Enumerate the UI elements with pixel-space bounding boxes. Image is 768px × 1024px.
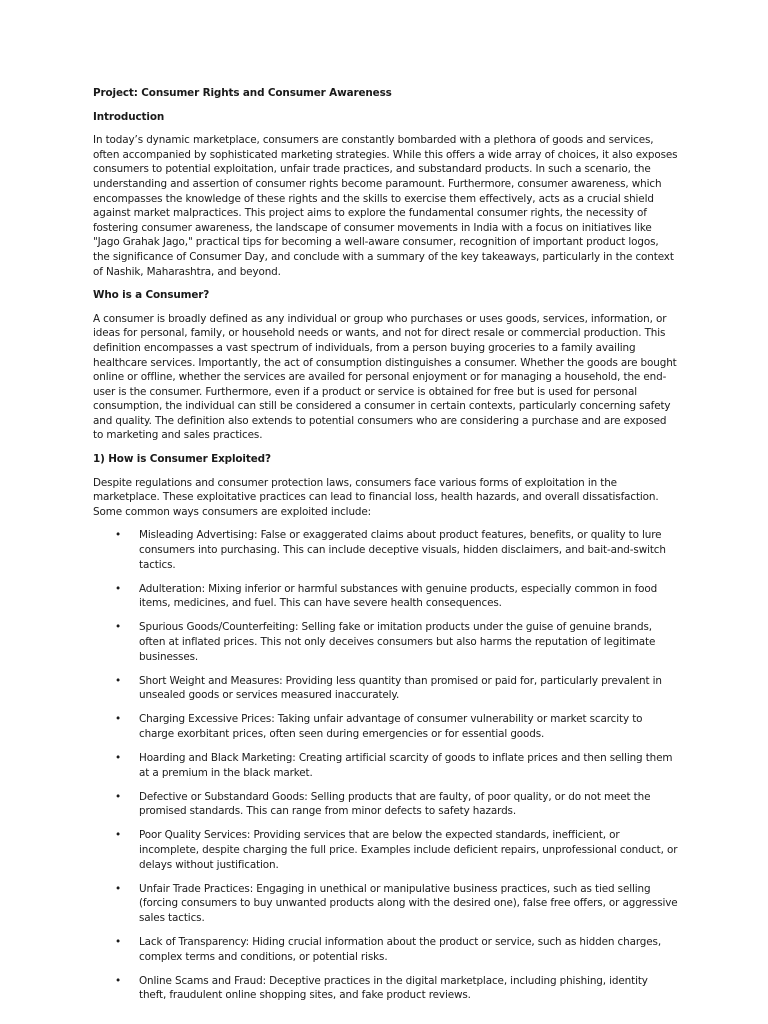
list-item-text: Unfair Trade Practices: Engaging in unethical or manipulative business practices, such as tied selling (forcing consumers to buy unwanted products along with the desired one), false free offers, or aggressive sales tactics.: [139, 882, 678, 924]
list-item-text: Charging Excessive Prices: Taking unfair advantage of consumer vulnerability or market scarcity to charge exorbitant prices, often seen during emergencies or for essential goods.: [139, 713, 643, 740]
list-item-text: Online Scams and Fraud: Deceptive practices in the digital marketplace, including phishing, identity theft, fraudulent online shopping sites, and fake product reviews.: [139, 974, 648, 1002]
list-item-text: Poor Quality Services: Providing services that are below the expected standards, inefficient, or incomplete, despite charging the full price. Examples include deficient repairs, unprofessional conduct, or delays without justification.: [139, 829, 678, 871]
list-item-text: Hoarding and Black Marketing: Creating artificial scarcity of goods to inflate prices and then selling them at a premium in the black market.: [139, 752, 673, 779]
list-item: [93, 712, 678, 741]
list-item: [93, 790, 678, 819]
list-item-text: Short Weight and Measures: Providing less quantity than promised or paid for, particularly prevalent in unsealed goods or services measured inaccurately.: [139, 674, 662, 702]
list-item-text: Misleading Advertising: False or exaggerated claims about product features, benefits, or quality to lure consumers into purchasing. This can include deceptive visuals, hidden disclaimers, and bait-and-switch tactics.: [139, 529, 666, 571]
list-item: [93, 674, 678, 703]
list-item: [93, 751, 678, 780]
bullet-icon: •: [115, 674, 122, 687]
bullet-icon: •: [115, 974, 122, 987]
list-item: [93, 528, 678, 572]
bullet-icon: •: [115, 882, 122, 895]
bullet-icon: •: [115, 582, 122, 595]
section-heading-how-exploited: 1) How is Consumer Exploited?: [93, 453, 271, 466]
bullet-icon: •: [115, 752, 122, 765]
list-item: [93, 974, 678, 1003]
section-heading-introduction: Introduction: [93, 110, 165, 123]
list-item-text: Lack of Transparency: Hiding crucial information about the product or service, such as hidden charges, complex terms and conditions, or potential risks.: [139, 936, 662, 963]
list-item: [93, 828, 678, 872]
bullet-icon: •: [115, 936, 122, 948]
bullet-icon: •: [115, 529, 122, 542]
section-heading-who-is-consumer: Who is a Consumer?: [93, 289, 210, 302]
list-item-text: Adulteration: Mixing inferior or harmful substances with genuine products, especially common in food items, medicines, and fuel. This can have severe health consequences.: [139, 582, 658, 610]
document-page: [93, 86, 678, 1012]
list-item: [93, 620, 678, 664]
list-item: [93, 882, 678, 926]
list-item-text: Defective or Substandard Goods: Selling products that are faulty, of poor quality, or do not meet the promised standards. This can range from minor defects to safety hazards.: [139, 790, 651, 818]
bullet-icon: •: [115, 790, 122, 803]
bullet-icon: •: [115, 713, 122, 726]
list-item: [93, 935, 678, 964]
exploitation-list: [93, 528, 678, 1002]
list-item: [93, 582, 678, 611]
document-title: Project: Consumer Rights and Consumer Awareness: [93, 87, 392, 99]
paragraph-who-is-consumer: A consumer is broadly defined as any individual or group who purchases or uses goods, services, information, or ideas for personal, family, or household needs or wants, and not for direct resale or commercial production. This definition encompasses a vast spectrum of individuals, from a person buying groceries to a family availing healthcare services. Importantly, the act of consumption distinguishes a consumer. Whether the goods are bought online or offline, whether the services are availed for personal enjoyment or for managing a household, the end-user is the consumer. Furthermore, even if a product or service is obtained for free but is used for personal consumption, the individual can still be considered a consumer in certain contexts, particularly concerning safety and quality. The definition also extends to potential consumers who are considering a purchase and are exposed to marketing and sales practices.: [93, 312, 677, 442]
bullet-icon: •: [115, 621, 122, 634]
list-item-text: Spurious Goods/Counterfeiting: Selling fake or imitation products under the guise of genuine brands, often at inflated prices. This not only deceives consumers but also harms the reputation of legitimate businesses.: [139, 621, 656, 663]
bullet-icon: •: [115, 829, 122, 842]
paragraph-introduction: In today’s dynamic marketplace, consumers are constantly bombarded with a plethora of goods and services, often accompanied by sophisticated marketing strategies. While this offers a wide array of choices, it also exposes consumers to potential exploitation, unfair trade practices, and substandard products. In such a scenario, the understanding and assertion of consumer rights become paramount. Furthermore, consumer awareness, which encompasses the knowledge of these rights and the skills to exercise them effectively, acts as a crucial shield against market malpractices. This project aims to explore the fundamental consumer rights, the necessity of fostering consumer awareness, the landscape of consumer movements in India with a focus on initiatives like "Jago Grahak Jago," practical tips for becoming a well-aware consumer, recognition of important product logos, the significance of Consumer Day, and conclude with a summary of the key takeaways, particularly in the context of Nashik, Maharashtra, and beyond.: [93, 134, 678, 278]
paragraph-how-exploited: Despite regulations and consumer protection laws, consumers face various forms of exploitation in the marketplace. These exploitative practices can lead to financial loss, health hazards, and overall dissatisfaction. Some common ways consumers are exploited include:: [93, 476, 659, 518]
